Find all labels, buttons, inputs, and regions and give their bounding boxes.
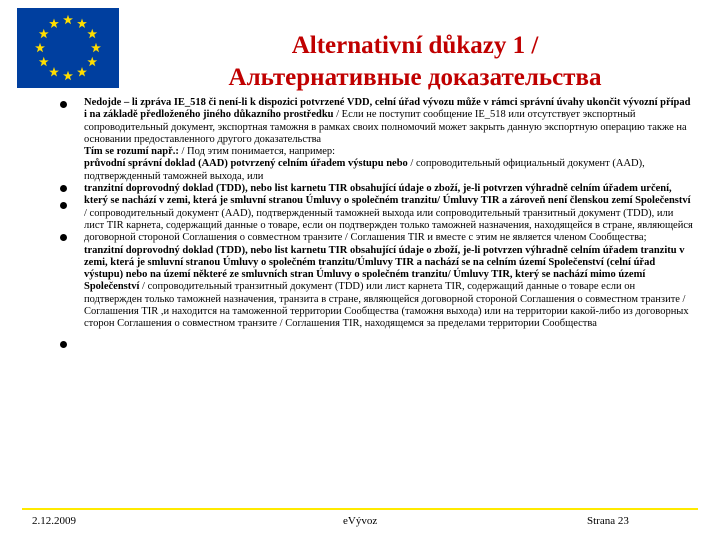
- text-russian: / Под этим понимается, например:: [181, 146, 336, 158]
- bullet-dot: [60, 101, 67, 108]
- flag-star: [63, 71, 73, 80]
- paragraph-4: [84, 183, 694, 244]
- paragraph-2: [84, 146, 694, 158]
- text-russian: / сопроводительный официальный документ (AAD), подтвержденный таможней выхода, или: [84, 158, 645, 182]
- bullet-dot: [60, 202, 67, 209]
- text-czech: tranzitní doprovodný doklad (TDD), nebo list karnetu TIR obsahující údaje o zboží, je-li potvrzen výhradně celním úřadem určení, který se nachází v zemi, která je smluvní stranou Úmluvy o společném tranzitu/ Úmluvy TIR a zároveň není členskou zemí Společenství: [84, 183, 691, 207]
- flag-star: [49, 19, 59, 28]
- flag-star: [87, 29, 97, 38]
- flag-star: [91, 43, 101, 52]
- flag-star: [39, 29, 49, 38]
- flag-star: [49, 67, 59, 76]
- paragraph-5: [84, 245, 694, 331]
- text-czech: průvodní správní doklad (AAD) potvrzený celním úřadem výstupu nebo: [84, 158, 411, 170]
- flag-star: [39, 57, 49, 66]
- text-czech: tranzitní doprovodný doklad (TDD), nebo list karnetu TIR obsahující údaje o zboží, je-li potvrzen výhradně celním úřadem tranzitu v zemi, která je smluvní stranou Úmluvy o společném tranzitu/Úmluvy TIR a nachází se na celním území Společenství (celní úřad výstupu) nebo na území některé ze smluvních stran Úmluvy o společném tranzitu/ Úmluvy TIR, který se nachází mimo území Společenství: [84, 244, 685, 293]
- text-russian: / Если не поступит сообщение IE_518 или отсутствует экспортный сопроводительный документ, экспортная таможня в рамках своих полномочий может закрыть данную экспортную операцию также на основании предоставленного другого доказательства: [84, 109, 687, 145]
- flag-star: [77, 67, 87, 76]
- eu-flag-stars: [17, 8, 119, 88]
- footer-divider: [22, 508, 698, 510]
- text-russian: / сопроводительный транзитный документ (TDD) или лист карнета TIR, содержащий данные о товаре если он подтвержден только таможней назначения, транзита в стране, являющейся договорной стороной Соглашения о совместном транзите / Соглашения TIR ,и находится на таможенной территории Сообщества (таможня выхода) или на территории какой-либо из договорных сторон Соглашения о совместном транзите / Соглашения TIR, находящемся за пределами территории Сообщества: [84, 281, 689, 330]
- flag-star: [35, 43, 45, 52]
- eu-flag-logo: [17, 8, 119, 88]
- title-line-czech: Alternativní důkazy 1 /: [291, 32, 539, 59]
- text-czech: Nedojde – li zpráva IE_518 či není-li k dispozici potvrzené VDD, celní úřad vývozu může v rámci správní úvahy ukončit vývozní případ i na základě předloženého jiného důkazního prostředku: [84, 97, 691, 121]
- footer-page-number: Strana 23: [587, 515, 629, 527]
- bullet-dot: [60, 185, 67, 192]
- footer-center-label: eVývoz: [343, 515, 378, 527]
- flag-star: [77, 19, 87, 28]
- slide-title: [135, 30, 695, 94]
- text-czech: Tím se rozumí např.:: [84, 146, 182, 158]
- paragraph-3: [84, 158, 694, 183]
- title-line-russian: Альтернативные доказательства: [228, 64, 602, 91]
- paragraph-1: [84, 97, 694, 146]
- flag-star: [87, 57, 97, 66]
- text-russian: / сопроводительный документ (AAD), подтвержденный таможней выхода или сопроводительный транзитный документ (TDD), или лист TIR карнета, содержащий данные о товаре, если он подтвержден только таможней назначения, находящейся в стране, являющейся договорной стороной Соглашения о совместном транзите / Соглашения TIR и вместе с этим не является членом Сообщества;: [84, 207, 693, 244]
- bullet-list: [84, 97, 694, 331]
- flag-star: [63, 15, 73, 24]
- footer-date: 2.12.2009: [32, 515, 76, 527]
- bullet-dot: [60, 341, 67, 348]
- bullet-dot: [60, 234, 67, 241]
